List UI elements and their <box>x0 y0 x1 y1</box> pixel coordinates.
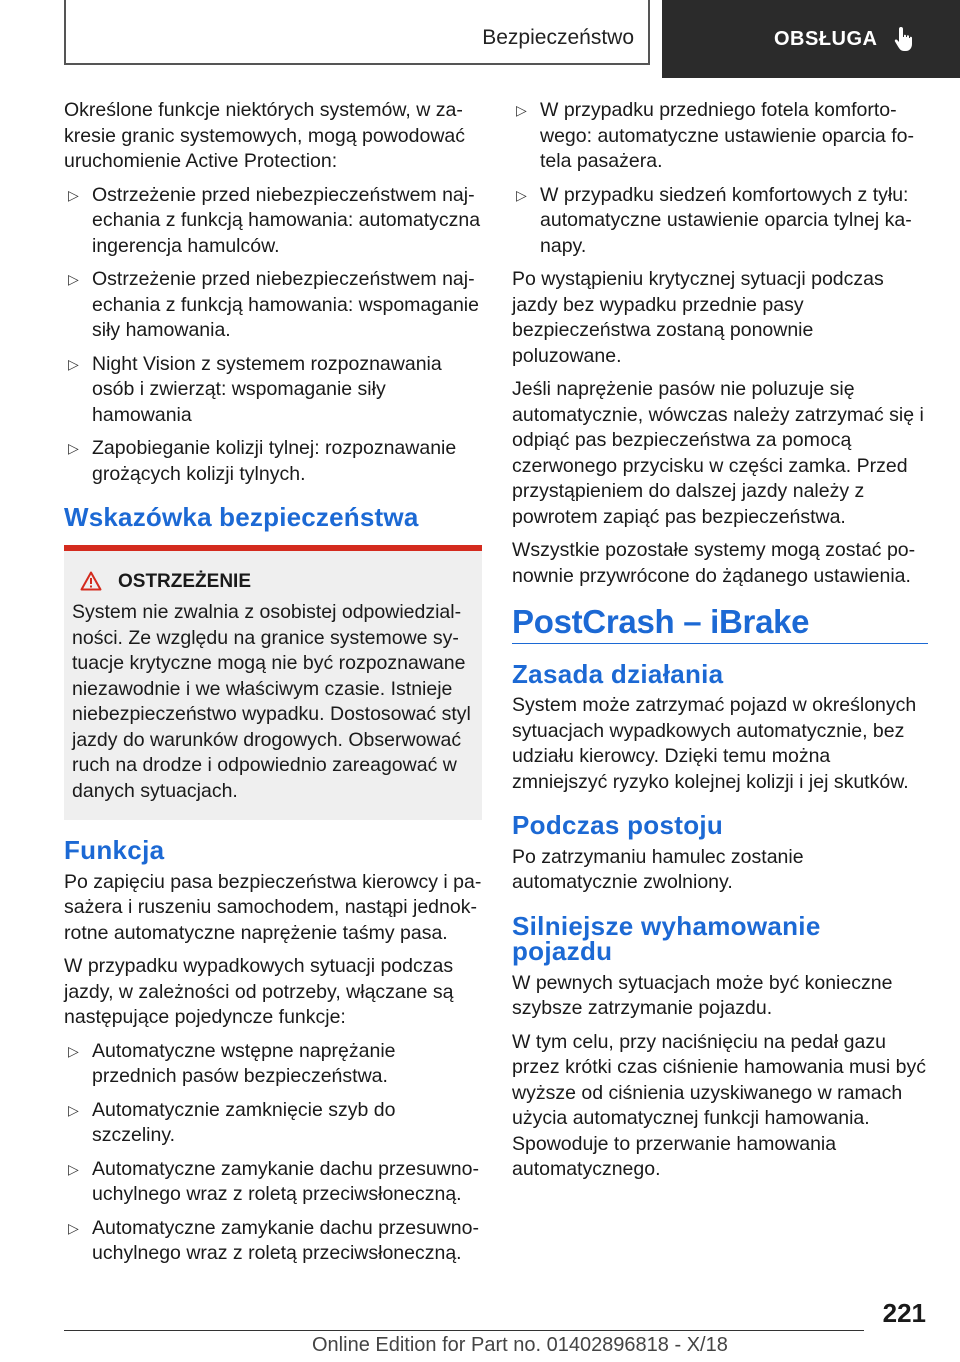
principle-paragraph: System może zatrzymać pojazd w określonych sytuacjach wypadkowych automatycznie, bez udziału kierowcy. Dzięki temu można zmniejszyć ryzyko kolejnej kolizji i jej skutków. <box>512 694 917 793</box>
header-chapter-tab[interactable] <box>662 0 960 78</box>
list-item: ▷ Ostrzeżenie przed niebezpieczeństwem najechania z funkcją hamowania: automatyczna ingerencja hamulców. <box>68 183 481 257</box>
pointing-hand-icon <box>892 25 916 53</box>
footer-edition: Online Edition for Part no. 01402896818 - X/18 <box>312 1334 728 1356</box>
header-section-title: Bezpieczeństwo <box>482 26 634 49</box>
active-protection-list <box>64 183 482 488</box>
bullet-triangle-icon: ▷ <box>68 1042 79 1059</box>
function-list <box>64 1039 482 1267</box>
list-item: ▷ Night Vision z systemem rozpoznawania osób i zwierząt: wspomaganie siły hamowania <box>68 352 442 426</box>
page-number: 221 <box>882 1298 926 1328</box>
safety-heading: Wskazówka bezpieczeństwa <box>64 502 419 532</box>
header-rule-bottom <box>64 63 650 65</box>
stronger-braking-heading: Silniejsze wyhamowanie pojazdu <box>512 910 821 966</box>
warning-triangle-icon <box>80 571 102 591</box>
unbuckle-paragraph: Jeśli naprężenie pasów nie poluzuje się automatycznie, wówczas należy zatrzymać się i odpiąć pas bezpieczeństwa za pomocą czerwonego przycisku w części zamka. Przed przystąpieniem do dalszej jazdy należy z powrotem zapiąć pas bezpieczeństwa. <box>512 378 924 528</box>
bullet-triangle-icon: ▷ <box>68 440 79 456</box>
seat-list <box>512 98 928 259</box>
bullet-triangle-icon: ▷ <box>68 186 79 203</box>
standstill-heading: Podczas postoju <box>512 810 724 840</box>
left-column <box>64 98 482 1275</box>
function-paragraph-1: Po zapięciu pasa bezpieczeństwa kierowcy i pasażera i ruszeniu samochodem, nastąpi jednokrotne automatyczne naprężenie taśmy pasa. <box>64 870 482 944</box>
bullet-triangle-icon: ▷ <box>516 186 527 203</box>
stronger-braking-paragraph-2: W tym celu, przy naciśnięciu na pedał gazu przez krótki czas ciśnienie hamowania musi być wyższe od ciśnienia uzyskiwanego w ramach użycia automatycznej funkcji hamowania. Spowoduje to przerwanie hamowania automatycznego. <box>512 1030 926 1180</box>
list-item: ▷ Automatyczne zamykanie dachu przesuwno-uchylnego wraz z roletą przeciwsłoneczną. <box>68 1216 479 1264</box>
function-heading: Funkcja <box>64 835 165 865</box>
release-paragraph: Po wystąpieniu krytycznej sytuacji podczas jazdy bez wypadku przednie pasy bezpieczeństwa zostaną ponownie poluzowane. <box>512 268 884 367</box>
warning-title: OSTRZEŻENIE <box>118 570 252 592</box>
bullet-triangle-icon: ▷ <box>68 1101 79 1118</box>
bullet-triangle-icon: ▷ <box>68 271 79 287</box>
header-rule-left <box>64 0 66 64</box>
list-item: ▷ W przypadku przedniego fotela komfortowego: automatyczne ustawienie oparcia fotela pasażera. <box>516 99 914 172</box>
postcrash-title: PostCrash – iBrake <box>512 609 928 644</box>
list-item: ▷ Automatyczne wstępne naprężanie przednich pasów bezpieczeństwa. <box>68 1039 396 1087</box>
bullet-triangle-icon: ▷ <box>68 1160 79 1177</box>
footer-rule <box>64 1330 864 1331</box>
list-item: ▷ W przypadku siedzeń komfortowych z tyłu: automatyczne ustawienie oparcia tylnej kanapy. <box>516 183 912 257</box>
list-item: ▷ Zapobieganie kolizji tylnej: rozpoznawanie grożących kolizji tylnych. <box>68 437 457 485</box>
warning-text: System nie zwalnia z osobistej odpowiedzialności. Ze względu na granice systemowe sytuacje krytyczne mogą nie być rozpoznawane niezawodnie i we właściwym czasie. Istnieje niebezpieczeństwo wypadku. Dostosować styl jazdy do warunków drogowych. Obserwować ruch na drodze i odpowiednio zareagować w danych sytuacjach. <box>72 601 471 802</box>
bullet-triangle-icon: ▷ <box>516 102 527 118</box>
list-item: ▷ Automatyczne zamykanie dachu przesuwno-uchylnego wraz z roletą przeciwsłoneczną. <box>68 1157 479 1205</box>
right-column <box>512 98 928 1191</box>
chapter-tab-label: OBSŁUGA <box>774 27 878 50</box>
principle-heading: Zasada działania <box>512 658 724 689</box>
warning-box <box>64 545 482 821</box>
restore-paragraph: Wszystkie pozostałe systemy mogą zostać ponownie przywrócone do żądanego ustawienia. <box>512 539 916 587</box>
stronger-braking-paragraph-1: W pewnych sytuacjach może być konieczne szybsze zatrzymanie pojazdu. <box>512 971 893 1019</box>
bullet-triangle-icon: ▷ <box>68 355 79 372</box>
warning-header <box>72 569 474 595</box>
function-paragraph-2: W przypadku wypadkowych sytuacji podczas jazdy, w zależności od potrzeby, włączane są następujące pojedyncze funkcje: <box>64 955 454 1028</box>
standstill-paragraph: Po zatrzymaniu hamulec zostanie automatycznie zwolniony. <box>512 845 804 893</box>
list-item: ▷ Ostrzeżenie przed niebezpieczeństwem najechania z funkcją hamowania: wspomaganie siły hamowania. <box>68 268 479 341</box>
bullet-triangle-icon: ▷ <box>68 1219 79 1236</box>
list-item: ▷ Automatycznie zamknięcie szyb do szczeliny. <box>68 1098 396 1146</box>
header-rule-mid <box>648 0 650 64</box>
intro-paragraph: Określone funkcje niektórych systemów, w zakresie granic systemowych, mogą powodować uruchomienie Active Protection: <box>64 99 466 172</box>
